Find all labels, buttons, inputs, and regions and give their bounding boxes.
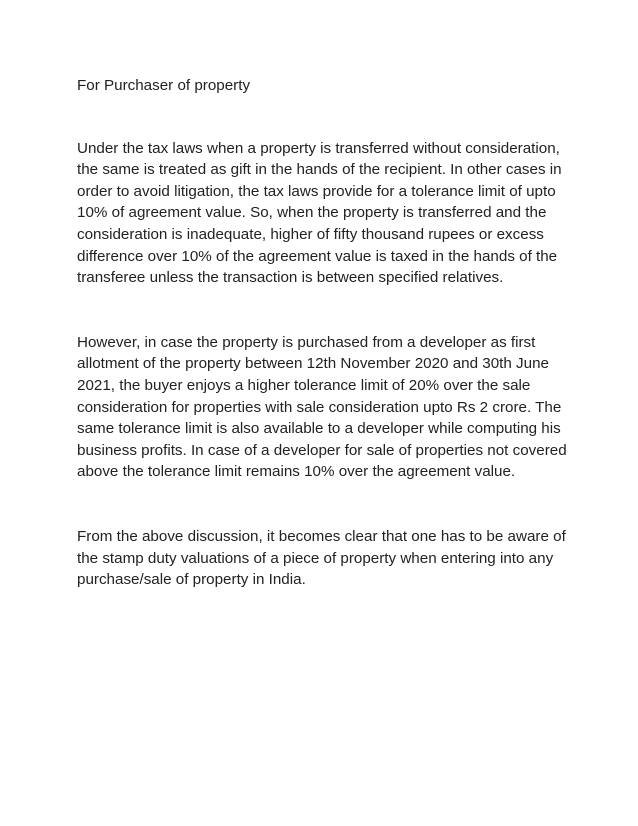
paragraph-gift-tax: Under the tax laws when a property is transferred without consideration, the same is treated as gift in the hands of the recipient. In other cases in order to avoid litigation, the tax laws provide for a tolerance limit of upto 10% of agreement value. So, when the property is transferred and the consideration is inadequate, higher of fifty thousand rupees or excess difference over 10% of the agreement value is taxed in the hands of the transferee unless the transaction is between specified relatives. bbox=[77, 139, 562, 287]
paragraph-conclusion: From the above discussion, it becomes clear that one has to be aware of the stamp duty valuations of a piece of property when entering into any purchase/sale of property in India. bbox=[77, 527, 566, 589]
document-heading: For Purchaser of property bbox=[77, 77, 251, 94]
paragraph-developer-allotment: However, in case the property is purchased from a developer as first allotment of the property between 12th November 2020 and 30th June 2021, the buyer enjoys a higher tolerance limit of 20% over the sale consideration for properties with sale consideration upto Rs 2 crore. The same tolerance limit is also available to a developer while computing his business profits. In case of a developer for sale of properties not covered above the tolerance limit remains 10% over the agreement value. bbox=[77, 333, 567, 481]
document-body bbox=[77, 75, 567, 634]
